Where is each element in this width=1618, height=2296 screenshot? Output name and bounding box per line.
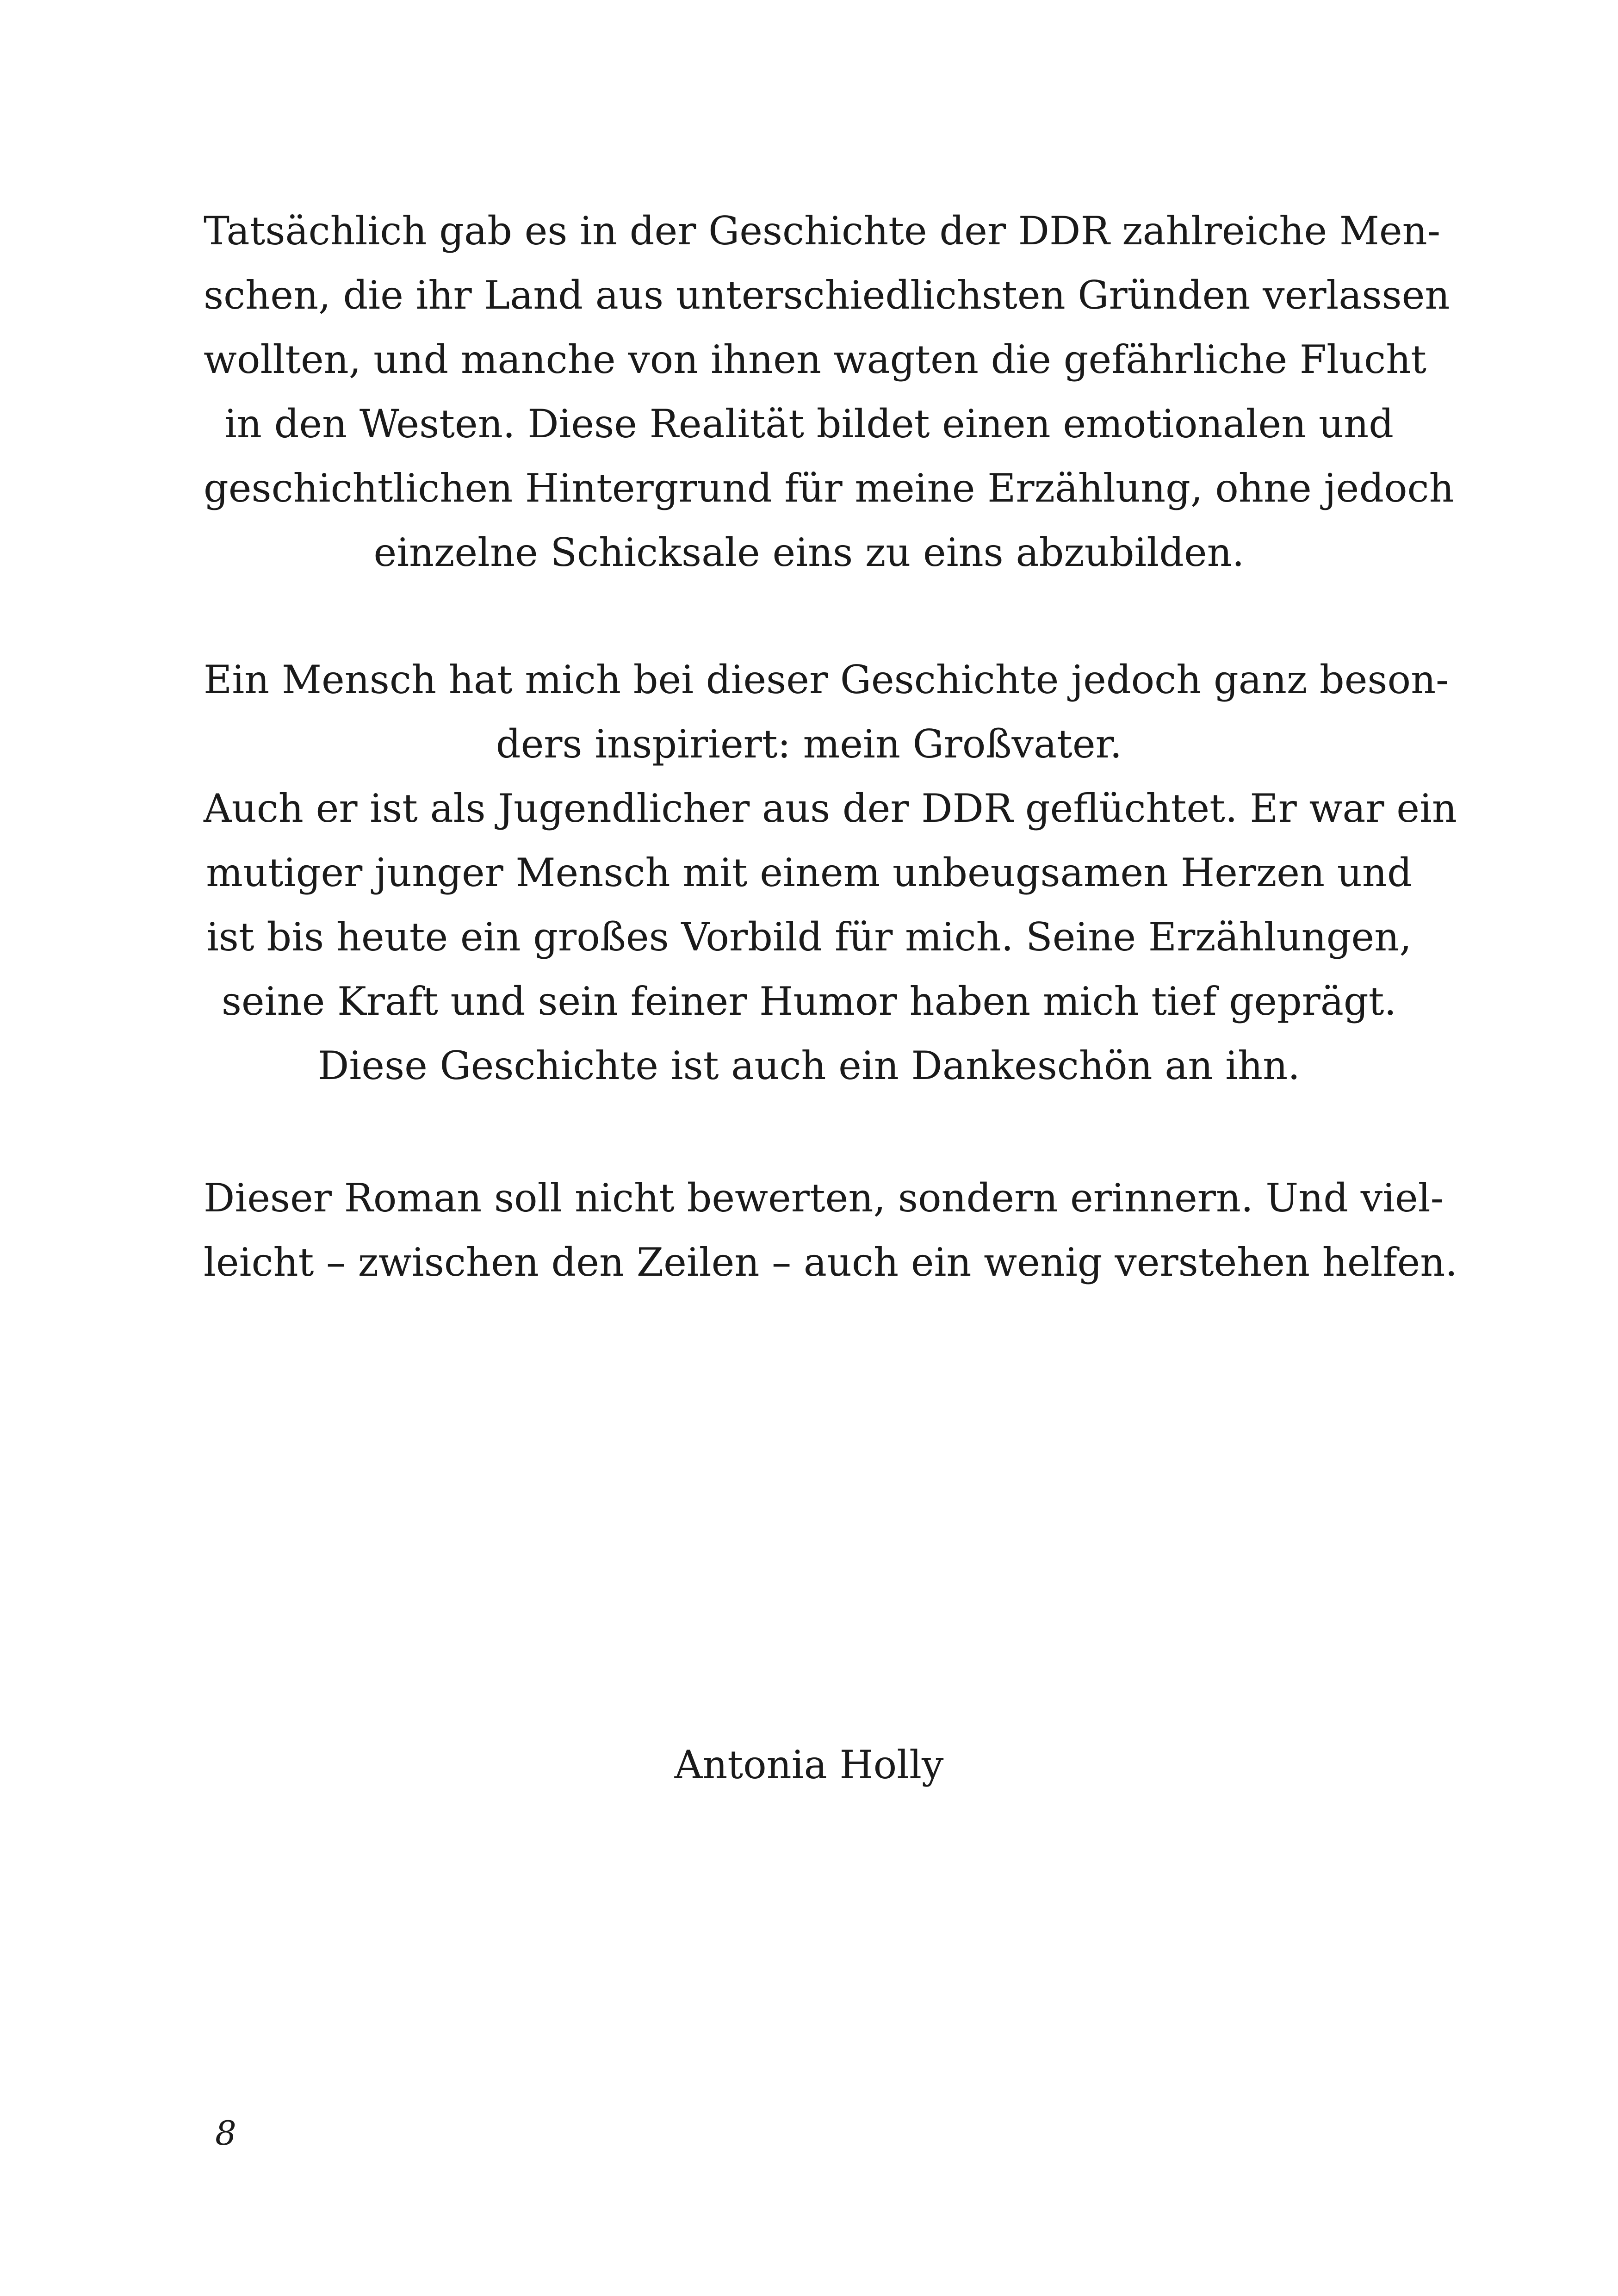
text-line: ist bis heute ein großes Vorbild für mich. Seine Erzählungen, — [206, 914, 1412, 960]
text-line: wollten, und manche von ihnen wagten die gefährliche Flucht — [204, 337, 1427, 382]
author-signature: Antonia Holly — [674, 1742, 944, 1787]
text-line: seine Kraft und sein feiner Humor haben mich tief geprägt. — [221, 979, 1397, 1024]
text-line: leicht – zwischen den Zeilen – auch ein wenig verstehen helfen. — [204, 1240, 1458, 1285]
text-line: in den Westen. Diese Realität bildet einen emotionalen und — [224, 401, 1394, 447]
text-line: einzelne Schicksale eins zu eins abzubilden. — [373, 530, 1245, 575]
text-line: mutiger junger Mensch mit einem unbeugsamen Herzen und — [206, 850, 1412, 895]
text-line: Ein Mensch hat mich bei dieser Geschichte jedoch ganz beson- — [204, 657, 1449, 702]
text-line: geschichtlichen Hintergrund für meine Erzählung, ohne jedoch — [204, 465, 1454, 511]
paragraph-grandfather-dedication — [204, 648, 1457, 1098]
text-line: schen, die ihr Land aus unterschiedlichsten Gründen verlassen — [204, 273, 1450, 318]
text-line: Dieser Roman soll nicht bewerten, sondern erinnern. Und viel- — [204, 1175, 1444, 1221]
text-line: Diese Geschichte ist auch ein Dankeschön an ihn. — [318, 1043, 1300, 1088]
paragraph-novel-purpose — [204, 1166, 1458, 1295]
page-number: 8 — [215, 2114, 236, 2153]
text-line: ders inspiriert: mein Großvater. — [496, 721, 1122, 767]
paragraph-historical-context — [204, 199, 1454, 585]
text-line: Auch er ist als Jugendlicher aus der DDR geflüchtet. Er war ein — [204, 786, 1457, 831]
text-line: Tatsächlich gab es in der Geschichte der DDR zahlreiche Men- — [204, 208, 1441, 254]
